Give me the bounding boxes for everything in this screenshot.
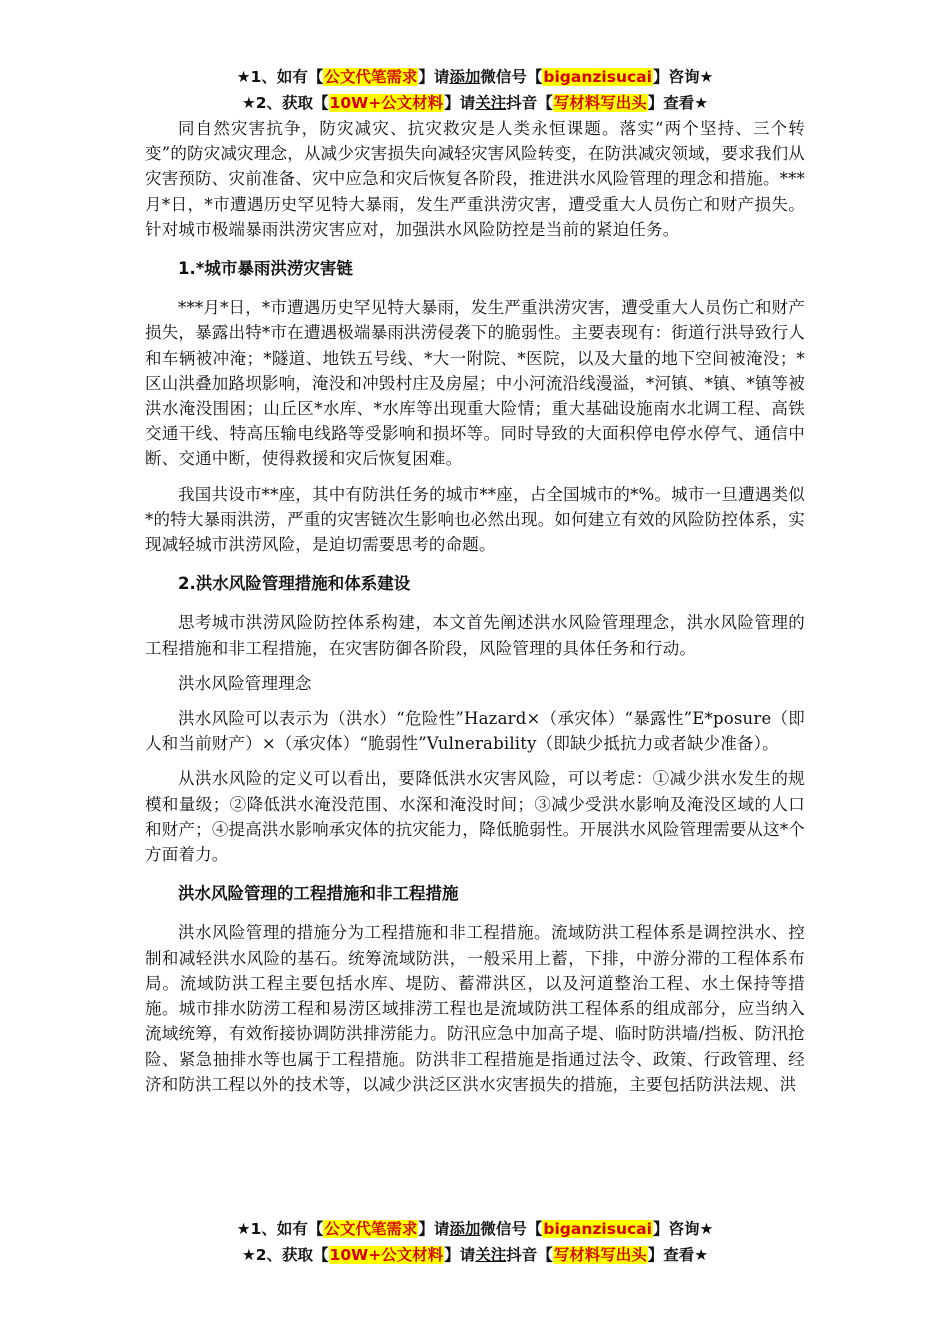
- promo-text: 】查看★: [647, 1246, 709, 1264]
- section-heading-3: 洪水风险管理的工程措施和非工程措施: [178, 884, 459, 904]
- promo-text: 】请: [418, 1220, 450, 1238]
- promo-highlight: 10W+公文材料: [329, 94, 444, 112]
- promo-text: ★2、获取【: [241, 1246, 329, 1264]
- promo-text: ★2、获取【: [241, 94, 329, 112]
- promo-text: 】咨询★: [652, 68, 714, 86]
- promo-banner-top: [145, 64, 805, 116]
- promo-line-1: [145, 64, 805, 90]
- douyin-id-highlight: 写材料写出头: [553, 1246, 647, 1264]
- subheading-risk-concept: 洪水风险管理理念: [178, 673, 312, 693]
- paragraph-intro: 同自然灾害抗争，防灾减灾、抗灾救灾是人类永恒课题。落实“两个坚持、三个转变”的防灾减灾理念，从减少灾害损失向减轻灾害风险转变，在防洪减灾领域，要求我们从灾害预防、灾前准备、灾中应急和灾后恢复各阶段，推进洪水风险管理的理念和措施。***月*日，*市遭遇历史罕见特大暴雨，发生严重洪涝灾害，遭受重大人员伤亡和财产损失。针对城市极端暴雨洪涝灾害应对，加强洪水风险防控是当前的紧迫任务。: [145, 119, 805, 239]
- promo-text: 微信号【: [480, 68, 543, 86]
- section-heading-2: 2.洪水风险管理措施和体系建设: [178, 574, 411, 594]
- promo-line-2: [145, 1242, 805, 1268]
- promo-highlight: 公文代笔需求: [324, 1220, 418, 1238]
- paragraph-system-overview: 思考城市洪涝风险防控体系构建，本文首先阐述洪水风险管理理念，洪水风险管理的工程措施和非工程措施，在灾害防御各阶段，风险管理的具体任务和行动。: [145, 613, 805, 658]
- promo-highlight: 公文代笔需求: [324, 68, 418, 86]
- promo-text: 】请: [444, 1246, 476, 1264]
- paragraph-disaster-chain: ***月*日，*市遭遇历史罕见特大暴雨，发生严重洪涝灾害，遭受重大人员伤亡和财产损失，暴露出特*市在遭遇极端暴雨洪涝侵袭下的脆弱性。主要表现有：街道行洪导致行人和车辆被冲淹；*隧道、地铁五号线、*大一附院、*医院，以及大量的地下空间被淹没；*区山洪叠加路坝影响，淹没和冲毁村庄及房屋；中小河流沿线漫溢，*河镇、*镇、*镇等被洪水淹没围困；山丘区*水库、*水库等出现重大险情；重大基础设施南水北调工程、高铁交通干线、特高压输电线路等受影响和损坏等。同时导致的大面积停电停水停气、通信中断、交通中断，使得救援和灾后恢复困难。: [145, 298, 805, 469]
- promo-text: 】查看★: [647, 94, 709, 112]
- wechat-id-highlight: biganzisucai: [543, 1220, 652, 1238]
- promo-highlight: 10W+公文材料: [329, 1246, 444, 1264]
- promo-text: 微信号【: [480, 1220, 543, 1238]
- promo-text: ★1、如有【: [236, 68, 324, 86]
- promo-line-2: [145, 90, 805, 116]
- promo-text: ★1、如有【: [236, 1220, 324, 1238]
- promo-text: 】请: [418, 68, 450, 86]
- promo-text: 抖音【: [506, 94, 553, 112]
- promo-line-1: [145, 1216, 805, 1242]
- section-heading-1: 1.*城市暴雨洪涝灾害链: [178, 259, 353, 279]
- paragraph-measures: 洪水风险管理的措施分为工程措施和非工程措施。流域防洪工程体系是调控洪水、控制和减轻洪水风险的基石。统筹流域防洪，一般采用上蓄，下排，中游分滞的工程体系布局。流域防洪工程主要包括水库、堤防、蓄滞洪区，以及河道整治工程、水土保持等措施。城市排水防涝工程和易涝区域排涝工程也是流域防洪工程体系的组成部分，应当纳入流域统筹，有效衔接协调防洪排涝能力。防汛应急中加高子堤、临时防洪墙/挡板、防汛抢险、紧急抽排水等也属于工程措施。防洪非工程措施是指通过法令、政策、行政管理、经济和防洪工程以外的技术等，以减少洪泛区洪水灾害损失的措施，主要包括防洪法规、洪: [145, 923, 805, 1094]
- promo-underline: 添加: [449, 1220, 481, 1238]
- promo-underline: 添加: [449, 68, 481, 86]
- promo-underline: 关注: [475, 94, 507, 112]
- paragraph-risk-formula: 洪水风险可以表示为（洪水）“危险性”Hazard×（承灾体）“暴露性”E*posure（即人和当前财产）×（承灾体）“脆弱性”Vulnerability（即缺少抵抗力或者缺少准备）。: [145, 709, 805, 754]
- wechat-id-highlight: biganzisucai: [543, 68, 652, 86]
- paragraph-risk-reduction: 从洪水风险的定义可以看出，要降低洪水灾害风险，可以考虑：①减少洪水发生的规模和量级；②降低洪水淹没范围、水深和淹没时间；③减少受洪水影响及淹没区域的人口和财产；④提高洪水影响承灾体的抗灾能力，降低脆弱性。开展洪水风险管理需要从这*个方面着力。: [145, 769, 805, 865]
- promo-underline: 关注: [475, 1246, 507, 1264]
- douyin-id-highlight: 写材料写出头: [553, 94, 647, 112]
- promo-text: 】请: [444, 94, 476, 112]
- promo-text: 】咨询★: [652, 1220, 714, 1238]
- promo-banner-bottom: [145, 1216, 805, 1268]
- promo-text: 抖音【: [506, 1246, 553, 1264]
- document-page: [145, 64, 805, 1097]
- paragraph-national-cities: 我国共设市**座，其中有防洪任务的城市**座，占全国城市的*%。城市一旦遭遇类似*的特大暴雨洪涝，严重的灾害链次生影响也必然出现。如何建立有效的风险防控体系，实现减轻城市洪涝风险，是迫切需要思考的命题。: [145, 484, 805, 555]
